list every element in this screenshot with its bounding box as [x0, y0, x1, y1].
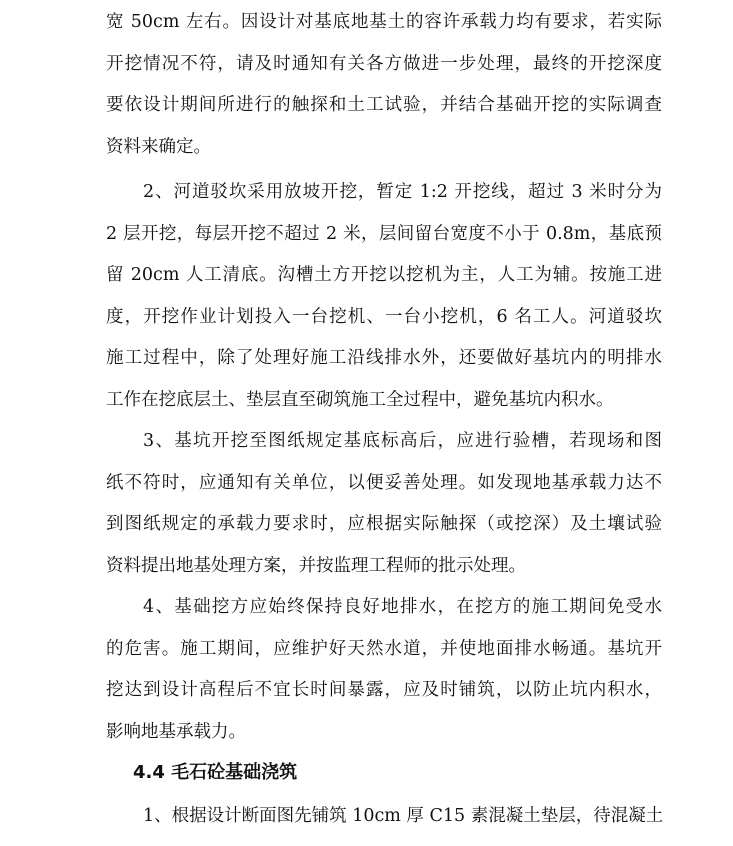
text-line: 影响地基承载力。 — [106, 721, 246, 742]
text-line: 宽 50cm 左右。因设计对基底地基土的容许承载力均有要求，若实际 — [106, 12, 662, 32]
paragraph-foundation-width — [106, 2, 662, 168]
text-line: 留 20cm 人工清底。沟槽土方开挖以挖机为主，人工为辅。按施工进 — [106, 265, 662, 285]
text-line: 开挖情况不符，请及时通知有关各方做进一步处理，最终的开挖深度 — [106, 53, 662, 74]
text-line: 1、根据设计断面图先铺筑 10cm 厚 C15 素混凝土垫层，待混凝土 — [143, 806, 664, 826]
paragraph-item-3 — [106, 421, 662, 587]
text-line: 4、基础挖方应始终保持良好地排水，在挖方的施工期间免受水 — [143, 597, 662, 617]
text-line: 2 层开挖，每层开挖不超过 2 米，层间留台宽度不小于 0.8m，基底预 — [106, 223, 662, 244]
text-line: 资料来确定。 — [106, 136, 211, 157]
text-line: 工作在挖底层土、垫层直至砌筑施工全过程中，避免基坑内积水。 — [106, 389, 614, 410]
section-heading: 4.4 毛石砼基础浇筑 — [133, 762, 298, 783]
text-line: 的危害。施工期间，应维护好天然水道，并使地面排水畅通。基坑开 — [106, 638, 662, 659]
text-line: 施工过程中，除了处理好施工沿线排水外，还要做好基坑内的明排水 — [106, 348, 662, 368]
text-line: 纸不符时，应通知有关单位，以便妥善处理。如发现地基承载力达不 — [106, 472, 662, 493]
text-line: 度，开挖作业计划投入一台挖机、一台小挖机，6 名工人。河道驳坎 — [106, 306, 662, 327]
text-line: 3、基坑开挖至图纸规定基底标高后，应进行验槽，若现场和图 — [143, 431, 662, 451]
paragraph-item-4 — [106, 587, 662, 753]
text-line: 2、河道驳坎采用放坡开挖，暂定 1:2 开挖线，超过 3 米时分为 — [143, 182, 662, 202]
paragraph-item-2 — [106, 172, 662, 421]
text-line: 到图纸规定的承载力要求时，应根据实际触探（或挖深）及土壤试验 — [106, 514, 662, 534]
text-line: 资料提出地基处理方案，并按监理工程师的批示处理。 — [106, 555, 526, 576]
paragraph-section-item-1 — [106, 796, 662, 838]
text-line: 挖达到设计高程后不宜长时间暴露，应及时铺筑，以防止坑内积水， — [106, 680, 662, 700]
text-line: 要依设计期间所进行的触探和土工试验，并结合基础开挖的实际调查 — [106, 95, 662, 115]
